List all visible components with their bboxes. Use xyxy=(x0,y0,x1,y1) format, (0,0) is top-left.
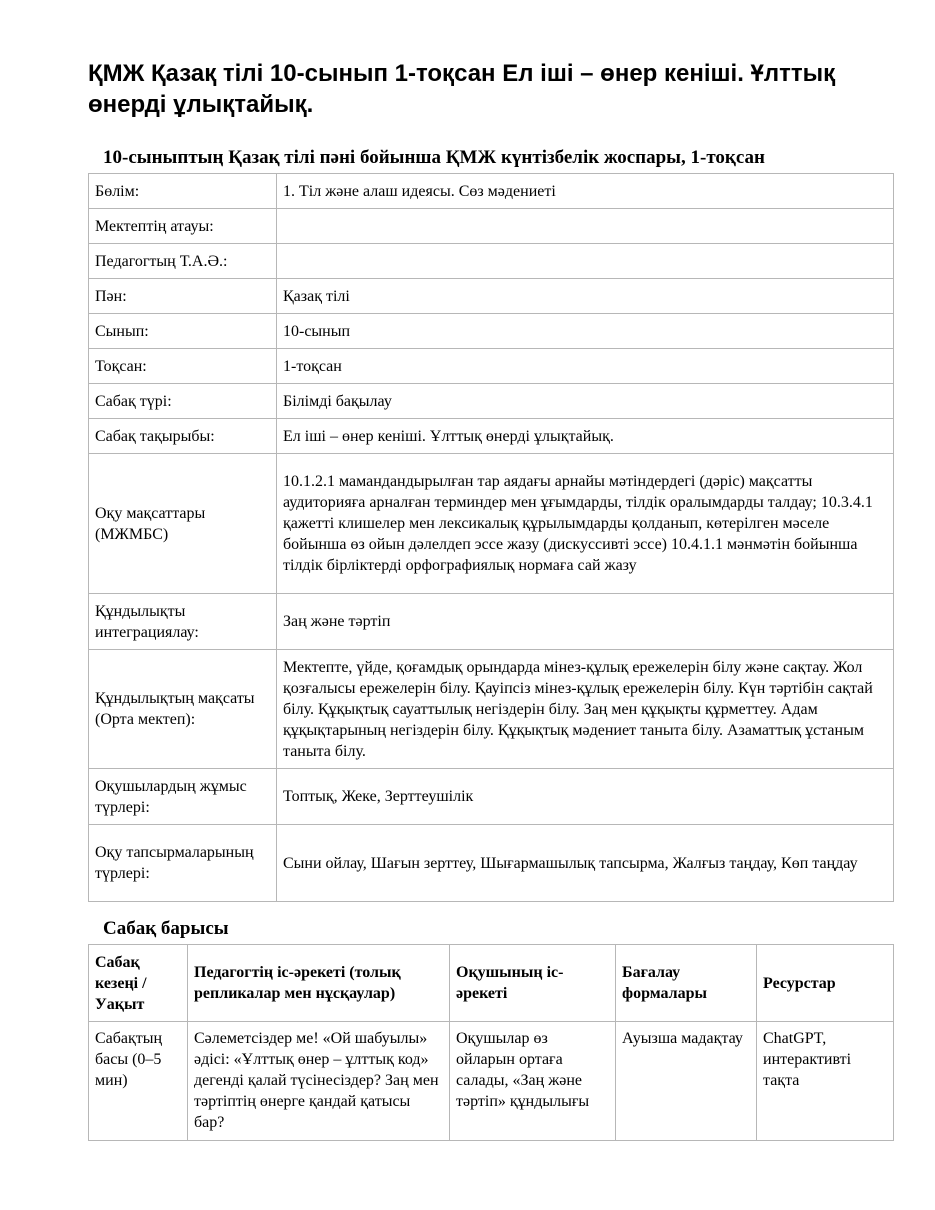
table-row xyxy=(89,1022,894,1141)
resources-cell: ChatGPT, интерактивті тақта xyxy=(757,1022,894,1141)
info-label: Құндылықты интеграциялау: xyxy=(89,594,277,650)
header-teacher-activity: Педагогтің іс-әрекеті (толық репликалар мен нұсқаулар) xyxy=(188,945,450,1022)
info-value: Топтық, Жеке, Зерттеушілік xyxy=(277,769,894,825)
info-value xyxy=(277,244,894,279)
info-row-teacher xyxy=(89,244,894,279)
info-label: Оқу тапсырмаларының түрлері: xyxy=(89,825,277,902)
info-value: Қазақ тілі xyxy=(277,279,894,314)
info-row-school xyxy=(89,209,894,244)
header-assessment: Бағалау формалары xyxy=(616,945,757,1022)
teacher-activity-cell: Сәлеметсіздер ме! «Ой шабуылы» әдісі: «Ұлттық өнер – ұлттық код» дегенді қалай түсінесіздер? Заң мен тәртіптің өнерге қандай қатысы бар? xyxy=(188,1022,450,1141)
info-label: Бөлім: xyxy=(89,174,277,209)
info-row-value-goal xyxy=(89,650,894,769)
info-label: Пән: xyxy=(89,279,277,314)
lesson-info-table xyxy=(88,173,894,902)
info-row-grade xyxy=(89,314,894,349)
info-value: 10.1.2.1 мамандандырылған тар аядағы арнайы мәтіндердегі (дәріс) мақсатты аудиторияға арналған терминдер мен ұғымдарды, тілдік оралымдарды талдау; 10.3.4.1 қажетті клишелер мен лексикалық құрылымдарды қолданып, көтерілген мәселе бойынша өз ойын дәлелдеп эссе жазу (дискуссивті эссе) 10.4.1.1 мәнмәтін бойынша тілдік бірліктерді орфографиялық нормаға сай жазу xyxy=(277,454,894,594)
info-value: Заң және тәртіп xyxy=(277,594,894,650)
info-label: Оқу мақсаттары (МЖМБС) xyxy=(89,454,277,594)
header-resources: Ресурстар xyxy=(757,945,894,1022)
info-label: Педагогтың Т.А.Ә.: xyxy=(89,244,277,279)
info-label: Құндылықтың мақсаты (Орта мектеп): xyxy=(89,650,277,769)
info-row-section xyxy=(89,174,894,209)
info-value: 1. Тіл және алаш идеясы. Сөз мәдениеті xyxy=(277,174,894,209)
info-row-value-integration xyxy=(89,594,894,650)
info-label: Сабақ түрі: xyxy=(89,384,277,419)
document-page xyxy=(88,0,893,1141)
info-row-subject xyxy=(89,279,894,314)
info-value: Сыни ойлау, Шағын зерттеу, Шығармашылық тапсырма, Жалғыз таңдау, Көп таңдау xyxy=(277,825,894,902)
info-row-work-types xyxy=(89,769,894,825)
course-heading: Сабақ барысы xyxy=(103,918,229,939)
info-row-lesson-topic xyxy=(89,419,894,454)
assessment-cell: Ауызша мадақтау xyxy=(616,1022,757,1141)
info-row-lesson-type xyxy=(89,384,894,419)
info-value xyxy=(277,209,894,244)
stage-time-cell: Сабақтың басы (0–5 мин) xyxy=(89,1022,188,1141)
info-value: Ел іші – өнер кеніші. Ұлттық өнерді ұлықтайық. xyxy=(277,419,894,454)
info-value: Білімді бақылау xyxy=(277,384,894,419)
info-row-quarter xyxy=(89,349,894,384)
header-stage-time: Сабақ кезеңі / Уақыт xyxy=(89,945,188,1022)
info-label: Мектептің атауы: xyxy=(89,209,277,244)
info-row-learning-objectives xyxy=(89,454,894,594)
info-value: 10-сынып xyxy=(277,314,894,349)
header-student-activity: Оқушының іс-әрекеті xyxy=(450,945,616,1022)
info-value: 1-тоқсан xyxy=(277,349,894,384)
lesson-course-table xyxy=(88,944,894,1141)
student-activity-cell: Оқушылар өз ойларын ортаға салады, «Заң және тәртіп» құндылығы xyxy=(450,1022,616,1141)
document-title: ҚМЖ Қазақ тілі 10-сынып 1-тоқсан Ел іші – өнер кеніші. Ұлттық өнерді ұлықтайық. xyxy=(88,60,836,118)
info-label: Сабақ тақырыбы: xyxy=(89,419,277,454)
info-label: Сынып: xyxy=(89,314,277,349)
info-label: Оқушылардың жұмыс түрлері: xyxy=(89,769,277,825)
info-row-task-types xyxy=(89,825,894,902)
info-value: Мектепте, үйде, қоғамдық орындарда мінез-құлық ережелерін білу және сақтау. Жол қозғалысы ережелерін білу. Қауіпсіз мінез-құлық ережелерін білу. Күн тәртібін сақтай білу. Құқықтық сауаттылық негіздерін білу. Заң мен құқықты құрметтеу. Адам құқықтарының негіздерін білу. Құқықтық мәдениет таныта білу. Азаматтық ұстаным таныта білу. xyxy=(277,650,894,769)
info-label: Тоқсан: xyxy=(89,349,277,384)
course-header-row xyxy=(89,945,894,1022)
plan-heading: 10-сыныптың Қазақ тілі пәні бойынша ҚМЖ күнтізбелік жоспары, 1-тоқсан xyxy=(103,147,765,168)
